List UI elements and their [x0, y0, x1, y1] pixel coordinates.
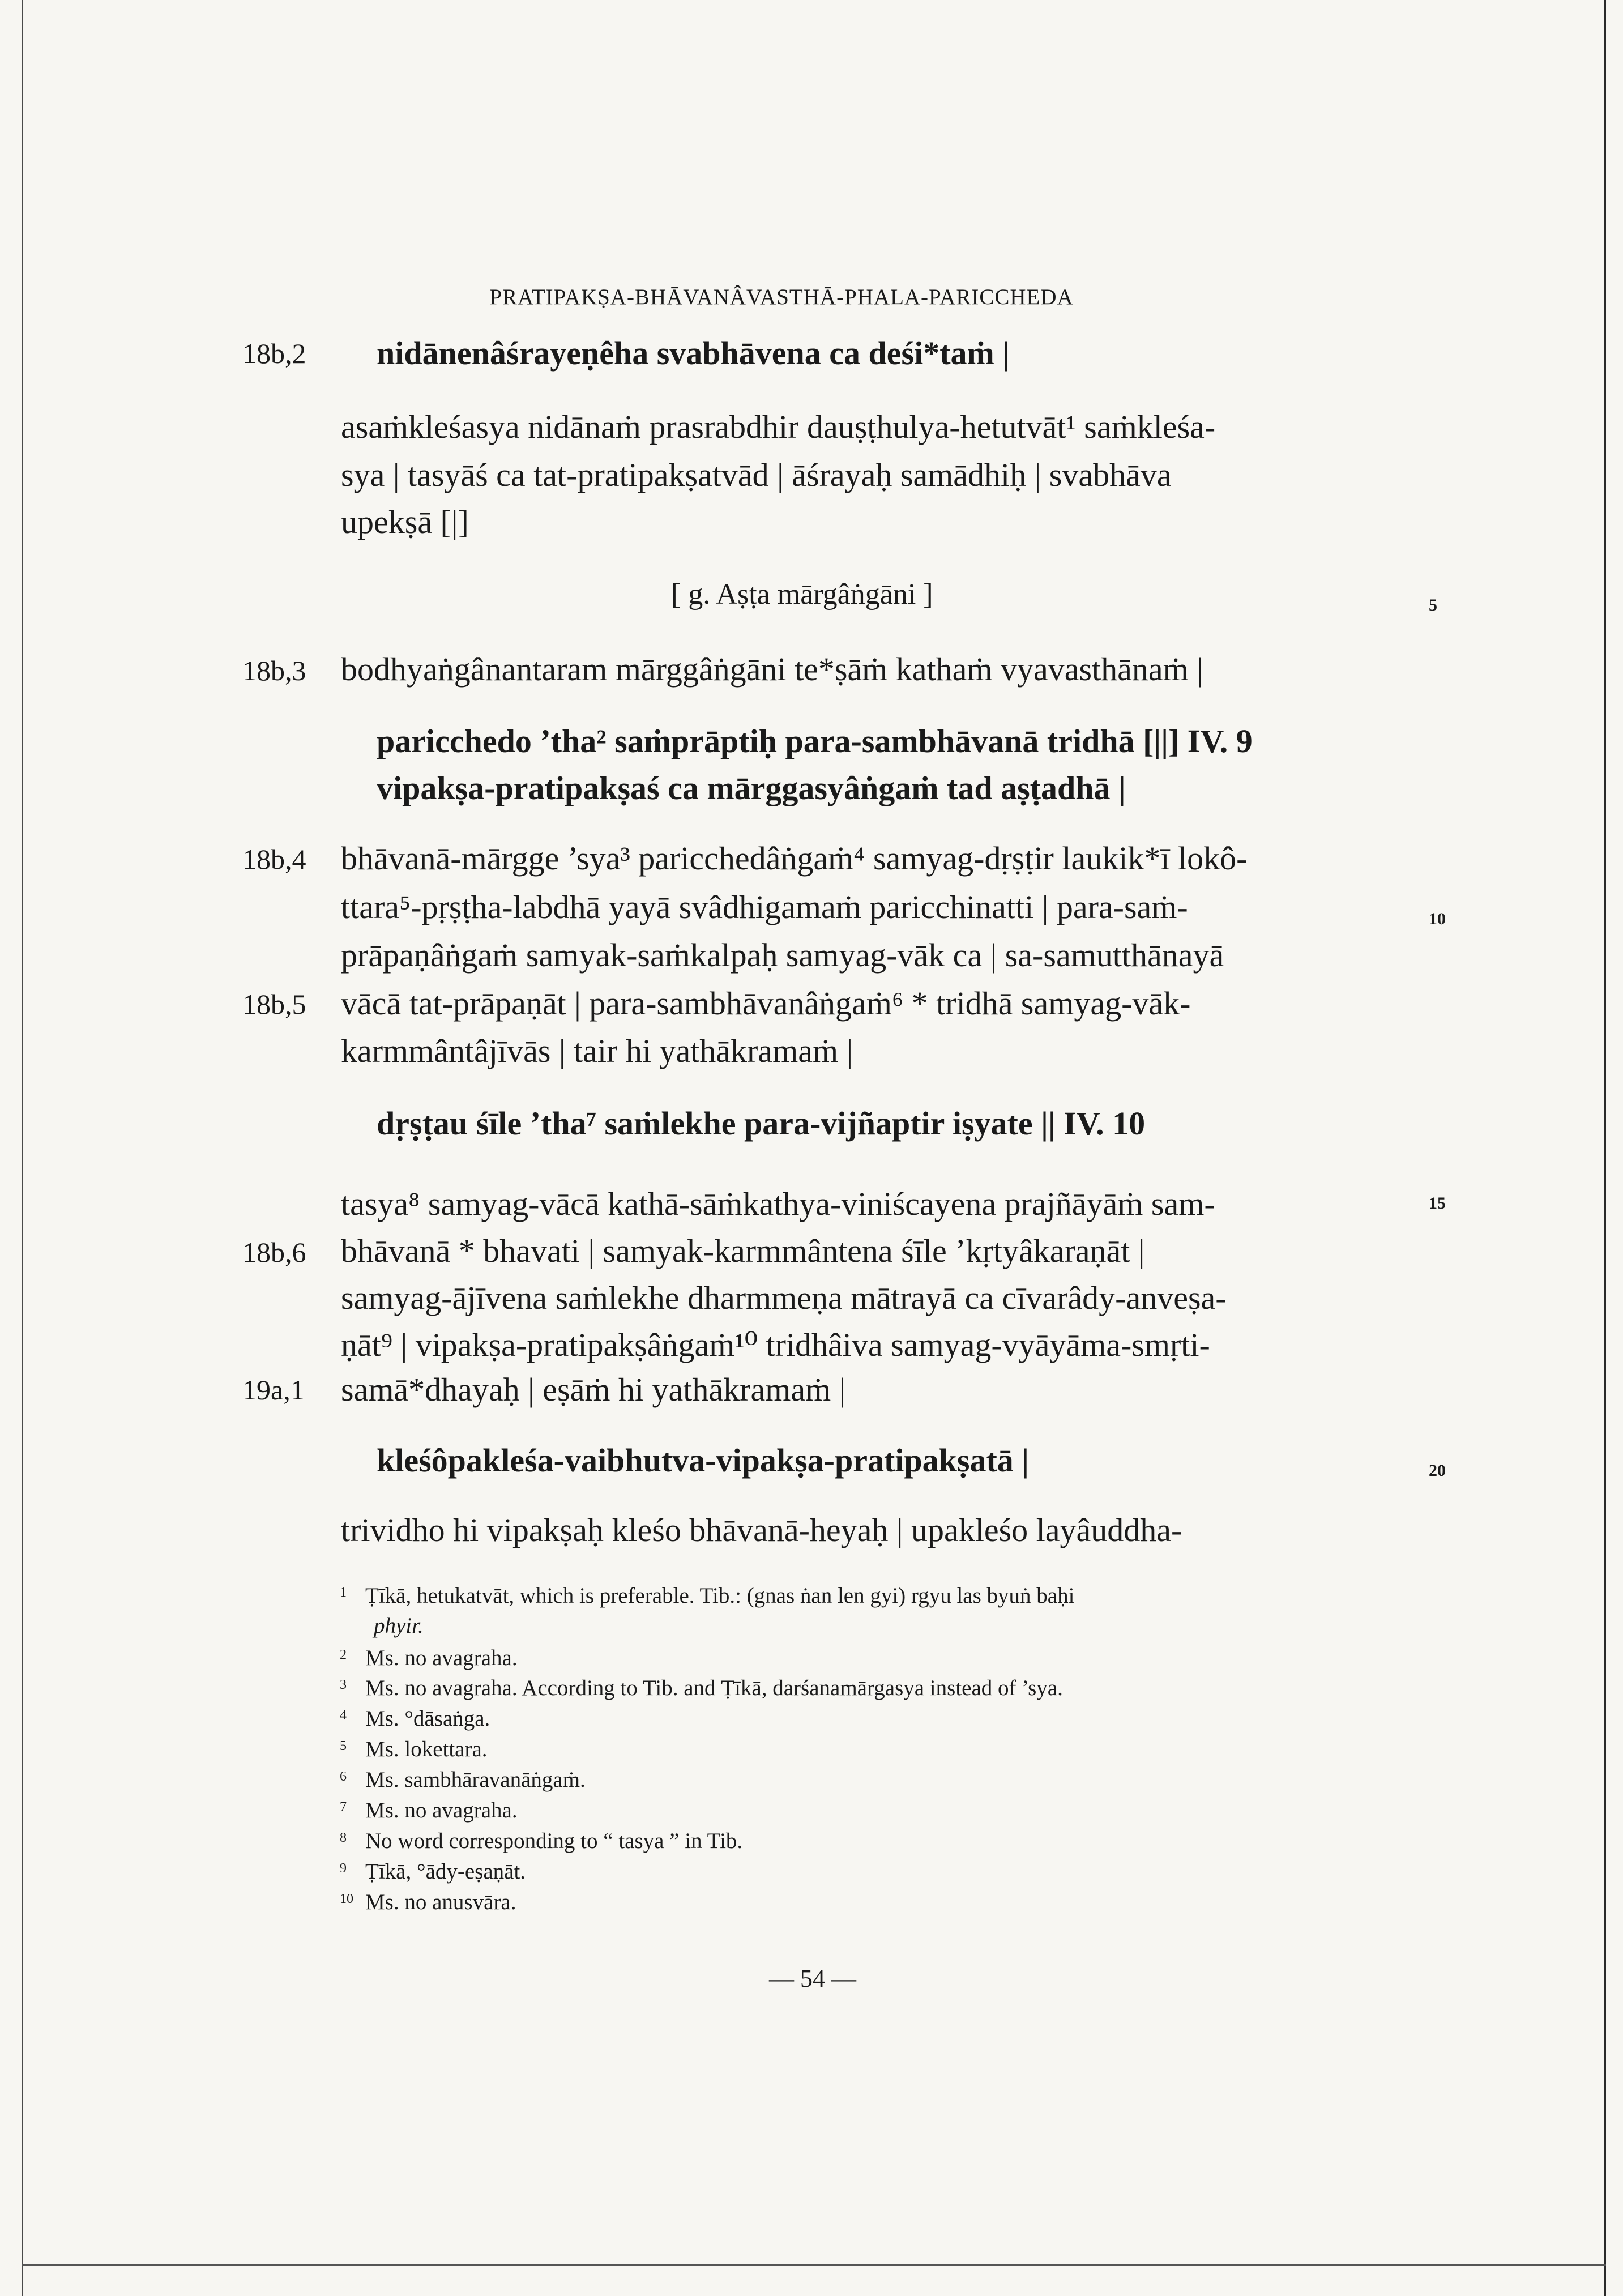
- text-line: asaṁkleśasya nidānaṁ prasrabdhir dauṣṭhulya-hetutvāt¹ saṁkleśa-: [341, 408, 1216, 445]
- line-ref: 18b,2: [242, 338, 306, 369]
- line-ref: 18b,6: [242, 1236, 306, 1268]
- line-ref: 18b,5: [242, 988, 306, 1020]
- text-line: bodhyaṅgânantaram mārggâṅgāni te*ṣāṁ kathaṁ vyavasthānaṁ |: [341, 651, 1203, 688]
- text-line: trividho hi vipakṣaḥ kleśo bhāvanā-heyaḥ | upakleśo layâuddha-: [341, 1512, 1182, 1548]
- margin-number: 15: [1429, 1194, 1446, 1213]
- text-line: bhāvanā-mārgge ’sya³ paricchedâṅgaṁ⁴ samyag-dṛṣṭir laukik*ī lokô-: [341, 840, 1248, 877]
- text-line: ttara⁵-pṛṣṭha-labdhā yayā svâdhigamaṁ paricchinatti | para-saṁ-: [341, 889, 1188, 925]
- line-ref: 18b,4: [242, 843, 306, 875]
- text-line: vācā tat-prāpaṇāt | para-sambhāvanâṅgaṁ⁶ * tridhā samyag-vāk-: [341, 985, 1191, 1022]
- text-line: sya | tasyāś ca tat-pratipakṣatvād | āśrayaḥ samādhiḥ | svabhāva: [341, 456, 1172, 493]
- page-edge-right: [1604, 0, 1606, 2296]
- page-edge-left: [22, 0, 23, 2296]
- text-line: bhāvanā * bhavati | samyak-karmmântena śīle ’kṛtyâkaraṇāt |: [341, 1232, 1145, 1269]
- text-line: upekṣā [|]: [341, 503, 469, 540]
- text-line: ṇāt⁹ | vipakṣa-pratipakṣâṅgaṁ¹⁰ tridhâiva samyag-vyāyāma-smṛti-: [341, 1326, 1210, 1363]
- verse-line: nidānenâśrayeṇêha svabhāvena ca deśi*taṁ |: [377, 335, 1010, 372]
- footnote: 4 Ms. °dāsaṅga.: [340, 1706, 490, 1731]
- footnote-continuation: phyir.: [374, 1614, 424, 1638]
- line-ref: 19a,1: [242, 1374, 305, 1406]
- verse-line: dṛṣṭau śīle ’tha⁷ saṁlekhe para-vijñaptir iṣyate || IV. 10: [377, 1105, 1146, 1142]
- text-line: karmmântâjīvās | tair hi yathākramaṁ |: [341, 1032, 853, 1069]
- running-header: PRATIPAKṢA-BHĀVANÂVASTHĀ-PHALA-PARICCHEDA: [489, 285, 1074, 309]
- page-number: — 54 —: [769, 1965, 856, 1992]
- footnote: 7 Ms. no avagraha.: [340, 1798, 518, 1823]
- footnote: 1 Ṭīkā, hetukatvāt, which is preferable. Tib.: (gnas ṅan len gyi) rgyu las byuṅ baḥi: [340, 1584, 1075, 1608]
- text-line: prāpaṇâṅgaṁ samyak-saṁkalpaḥ samyag-vāk ca | sa-samutthānayā: [341, 937, 1224, 974]
- text-line: samyag-ājīvena saṁlekhe dharmmeṇa mātrayā ca cīvarâdy-anveṣa-: [341, 1279, 1227, 1316]
- footnote: 6 Ms. sambhāravanāṅgaṁ.: [340, 1768, 586, 1792]
- text-line: samā*dhayaḥ | eṣāṁ hi yathākramaṁ |: [341, 1371, 846, 1408]
- margin-number: 20: [1429, 1461, 1446, 1480]
- line-ref: 18b,3: [242, 655, 306, 686]
- page-edge-bottom: [22, 2264, 1606, 2266]
- footnote: 3 Ms. no avagraha. According to Tib. and Ṭīkā, darśanamārgasya instead of ’sya.: [340, 1676, 1063, 1700]
- section-heading: [ g. Aṣṭa mārgâṅgāni ]: [671, 578, 933, 611]
- footnote: 5 Ms. lokettara.: [340, 1737, 488, 1761]
- verse-line: vipakṣa-pratipakṣaś ca mārggasyâṅgaṁ tad aṣṭadhā |: [377, 770, 1126, 806]
- margin-number: 10: [1429, 910, 1446, 928]
- footnote: 2 Ms. no avagraha.: [340, 1646, 518, 1670]
- margin-number: 5: [1429, 596, 1437, 614]
- verse-line: kleśôpakleśa-vaibhutva-vipakṣa-pratipakṣatā |: [377, 1442, 1030, 1479]
- text-line: tasya⁸ samyag-vācā kathā-sāṁkathya-viniścayena prajñāyāṁ sam-: [341, 1185, 1215, 1222]
- footnote: 8 No word corresponding to “ tasya ” in Tib.: [340, 1829, 743, 1853]
- footnote: 10 Ms. no anusvāra.: [340, 1890, 516, 1914]
- footnote: 9 Ṭīkā, °ādy-eṣaṇāt.: [340, 1859, 526, 1884]
- verse-line: paricchedo ’tha² saṁprāptiḥ para-sambhāvanā tridhā [||] IV. 9: [377, 723, 1253, 759]
